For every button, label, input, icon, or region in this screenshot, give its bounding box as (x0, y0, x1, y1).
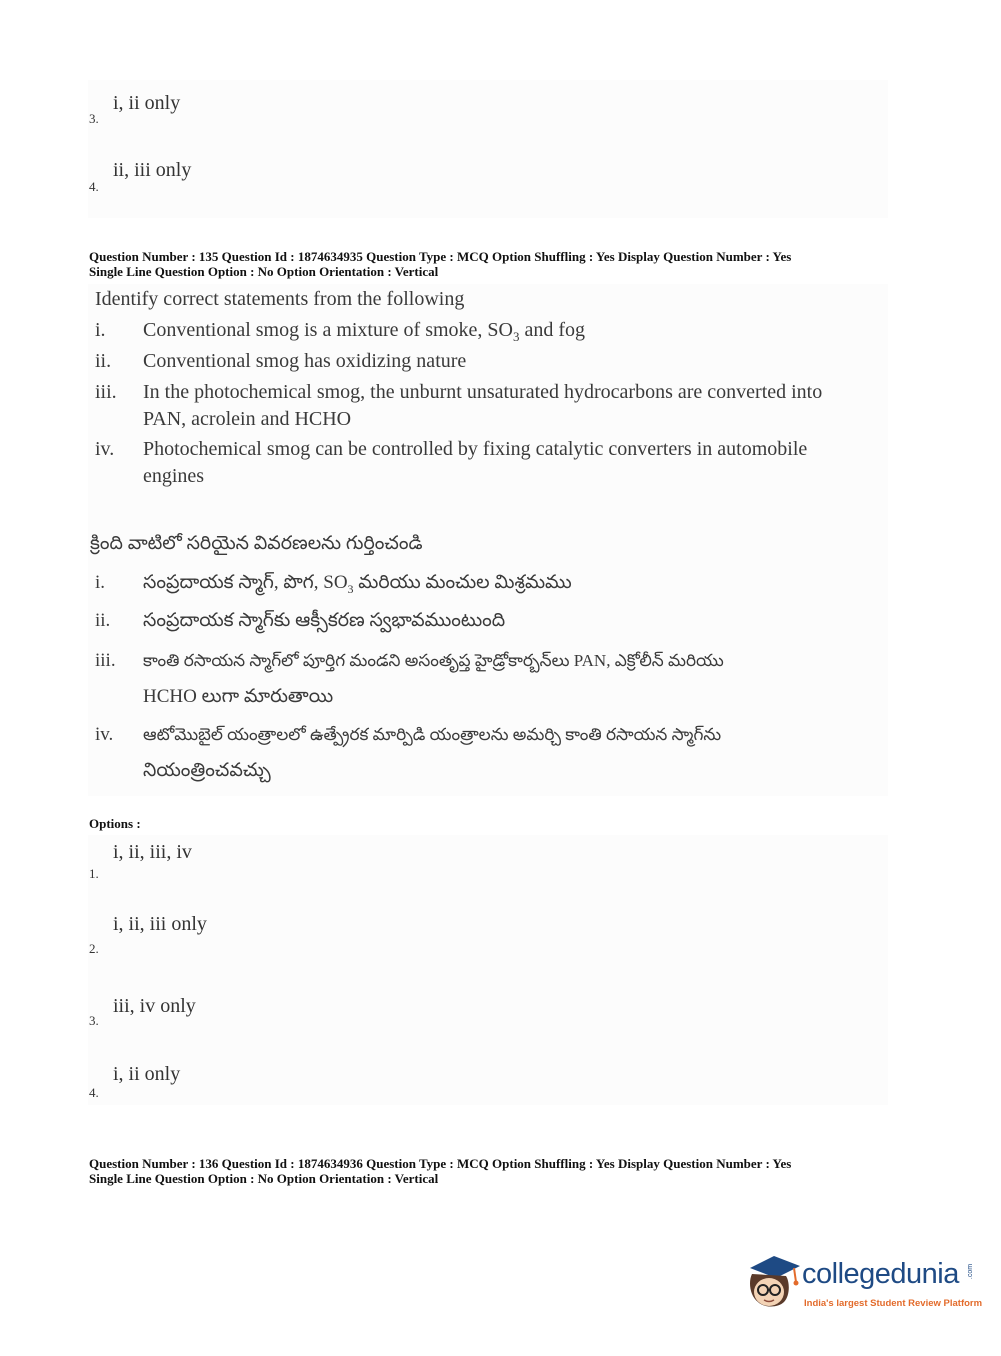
statement-number: iv. (95, 438, 115, 460)
q135-meta-line1: Question Number : 135 Question Id : 1874634935 Question Type : MCQ Option Shuffling : Yes Display Question Number : Yes (89, 249, 792, 264)
logo-tagline: India's largest Student Review Platform (804, 1298, 983, 1309)
q135-te-statement-ii (95, 603, 875, 639)
statement-number: iii. (95, 381, 117, 403)
q136-meta (89, 1156, 969, 1186)
statement-number: ii. (95, 350, 112, 372)
statement-number: i. (95, 572, 106, 593)
statement-text: Conventional smog is a mixture of smoke, $SO_3$ and fog (143, 319, 586, 344)
logo-wordmark: collegedunia (802, 1258, 959, 1290)
q135-option-3-text: iii, iv only (113, 995, 196, 1017)
q135-en-statement-ii (95, 348, 875, 376)
q135-en-statement-iii (95, 379, 875, 435)
q135-option-2-number: 2. (89, 941, 99, 956)
q135-meta-line2: Single Line Question Option : No Option Orientation : Vertical (89, 264, 439, 279)
mascot-icon (744, 1252, 802, 1314)
statement-text: సంప్రదాయక స్మాగ్‌కు ఆక్సీకరణ స్వభావముంటుంది (143, 610, 506, 631)
statement-text: సంప్రదాయక స్మాగ్, పొగ, $SO_3$ మరియు మంచుల మిశ్రమము (143, 572, 572, 596)
q136-meta-line2: Single Line Question Option : No Option Orientation : Vertical (89, 1171, 439, 1186)
prev-option-3-text: i, ii only (113, 92, 181, 114)
statement-number: ii. (95, 610, 111, 631)
q135-option-2-text: i, ii, iii only (113, 913, 207, 935)
collegedunia-logo (744, 1252, 984, 1314)
statement-text: ఆటోమొబైల్ యంత్రాలలో ఉత్ప్రేరక మార్పిడి యంత్రాలను అమర్చి కాంతి రసాయన స్మాగ్‌ను నియంత్రించవచ్చు (143, 725, 722, 781)
prev-option-3-number: 3. (89, 111, 99, 126)
prev-options-block (88, 80, 888, 218)
q135-te-statement-iv (95, 717, 875, 789)
statement-number: iii. (95, 650, 116, 671)
q135-te-statement-i (95, 565, 875, 601)
statement-text: In the photochemical smog, the unburnt unsaturated hydrocarbons are converted into PAN, acrolein and HCHO (143, 381, 823, 430)
prev-option-4-text: ii, iii only (113, 159, 192, 181)
q135-option-1-text: i, ii, iii, iv (113, 841, 192, 863)
q135-option-4-number: 4. (89, 1085, 99, 1100)
statement-text: కాంతి రసాయన స్మాగ్‌లో పూర్తిగ మండని అసంతృప్త హైడ్రోకార్బన్‌లు PAN, ఎక్రోలీన్ మరియు HCHO లుగా మారుతాయి (143, 651, 724, 707)
logo-suffix: .com (967, 1263, 975, 1280)
q135-english-stem: Identify correct statements from the following (95, 288, 465, 310)
statement-text: Conventional smog has oxidizing nature (143, 350, 467, 372)
q135-option-1-number: 1. (89, 866, 99, 881)
q135-te-statement-iii (95, 643, 875, 715)
statement-number: i. (95, 319, 106, 341)
prev-option-4-number: 4. (89, 179, 99, 194)
q135-en-statement-i (95, 317, 875, 345)
q135-options-box (88, 835, 888, 1105)
statement-text: Photochemical smog can be controlled by fixing catalytic converters in automobile engines (143, 438, 808, 487)
q135-en-statement-iv (95, 436, 875, 492)
statement-number: iv. (95, 724, 114, 745)
q135-option-3-number: 3. (89, 1013, 99, 1028)
q135-options-label: Options : (89, 816, 141, 831)
q135-meta (89, 249, 969, 279)
q135-telugu-stem: క్రింది వాటిలో సరియైన వివరణలను గుర్తించండి (90, 533, 423, 554)
q136-meta-line1: Question Number : 136 Question Id : 1874634936 Question Type : MCQ Option Shuffling : Yes Display Question Number : Yes (89, 1156, 792, 1171)
q135-option-4-text: i, ii only (113, 1063, 181, 1085)
